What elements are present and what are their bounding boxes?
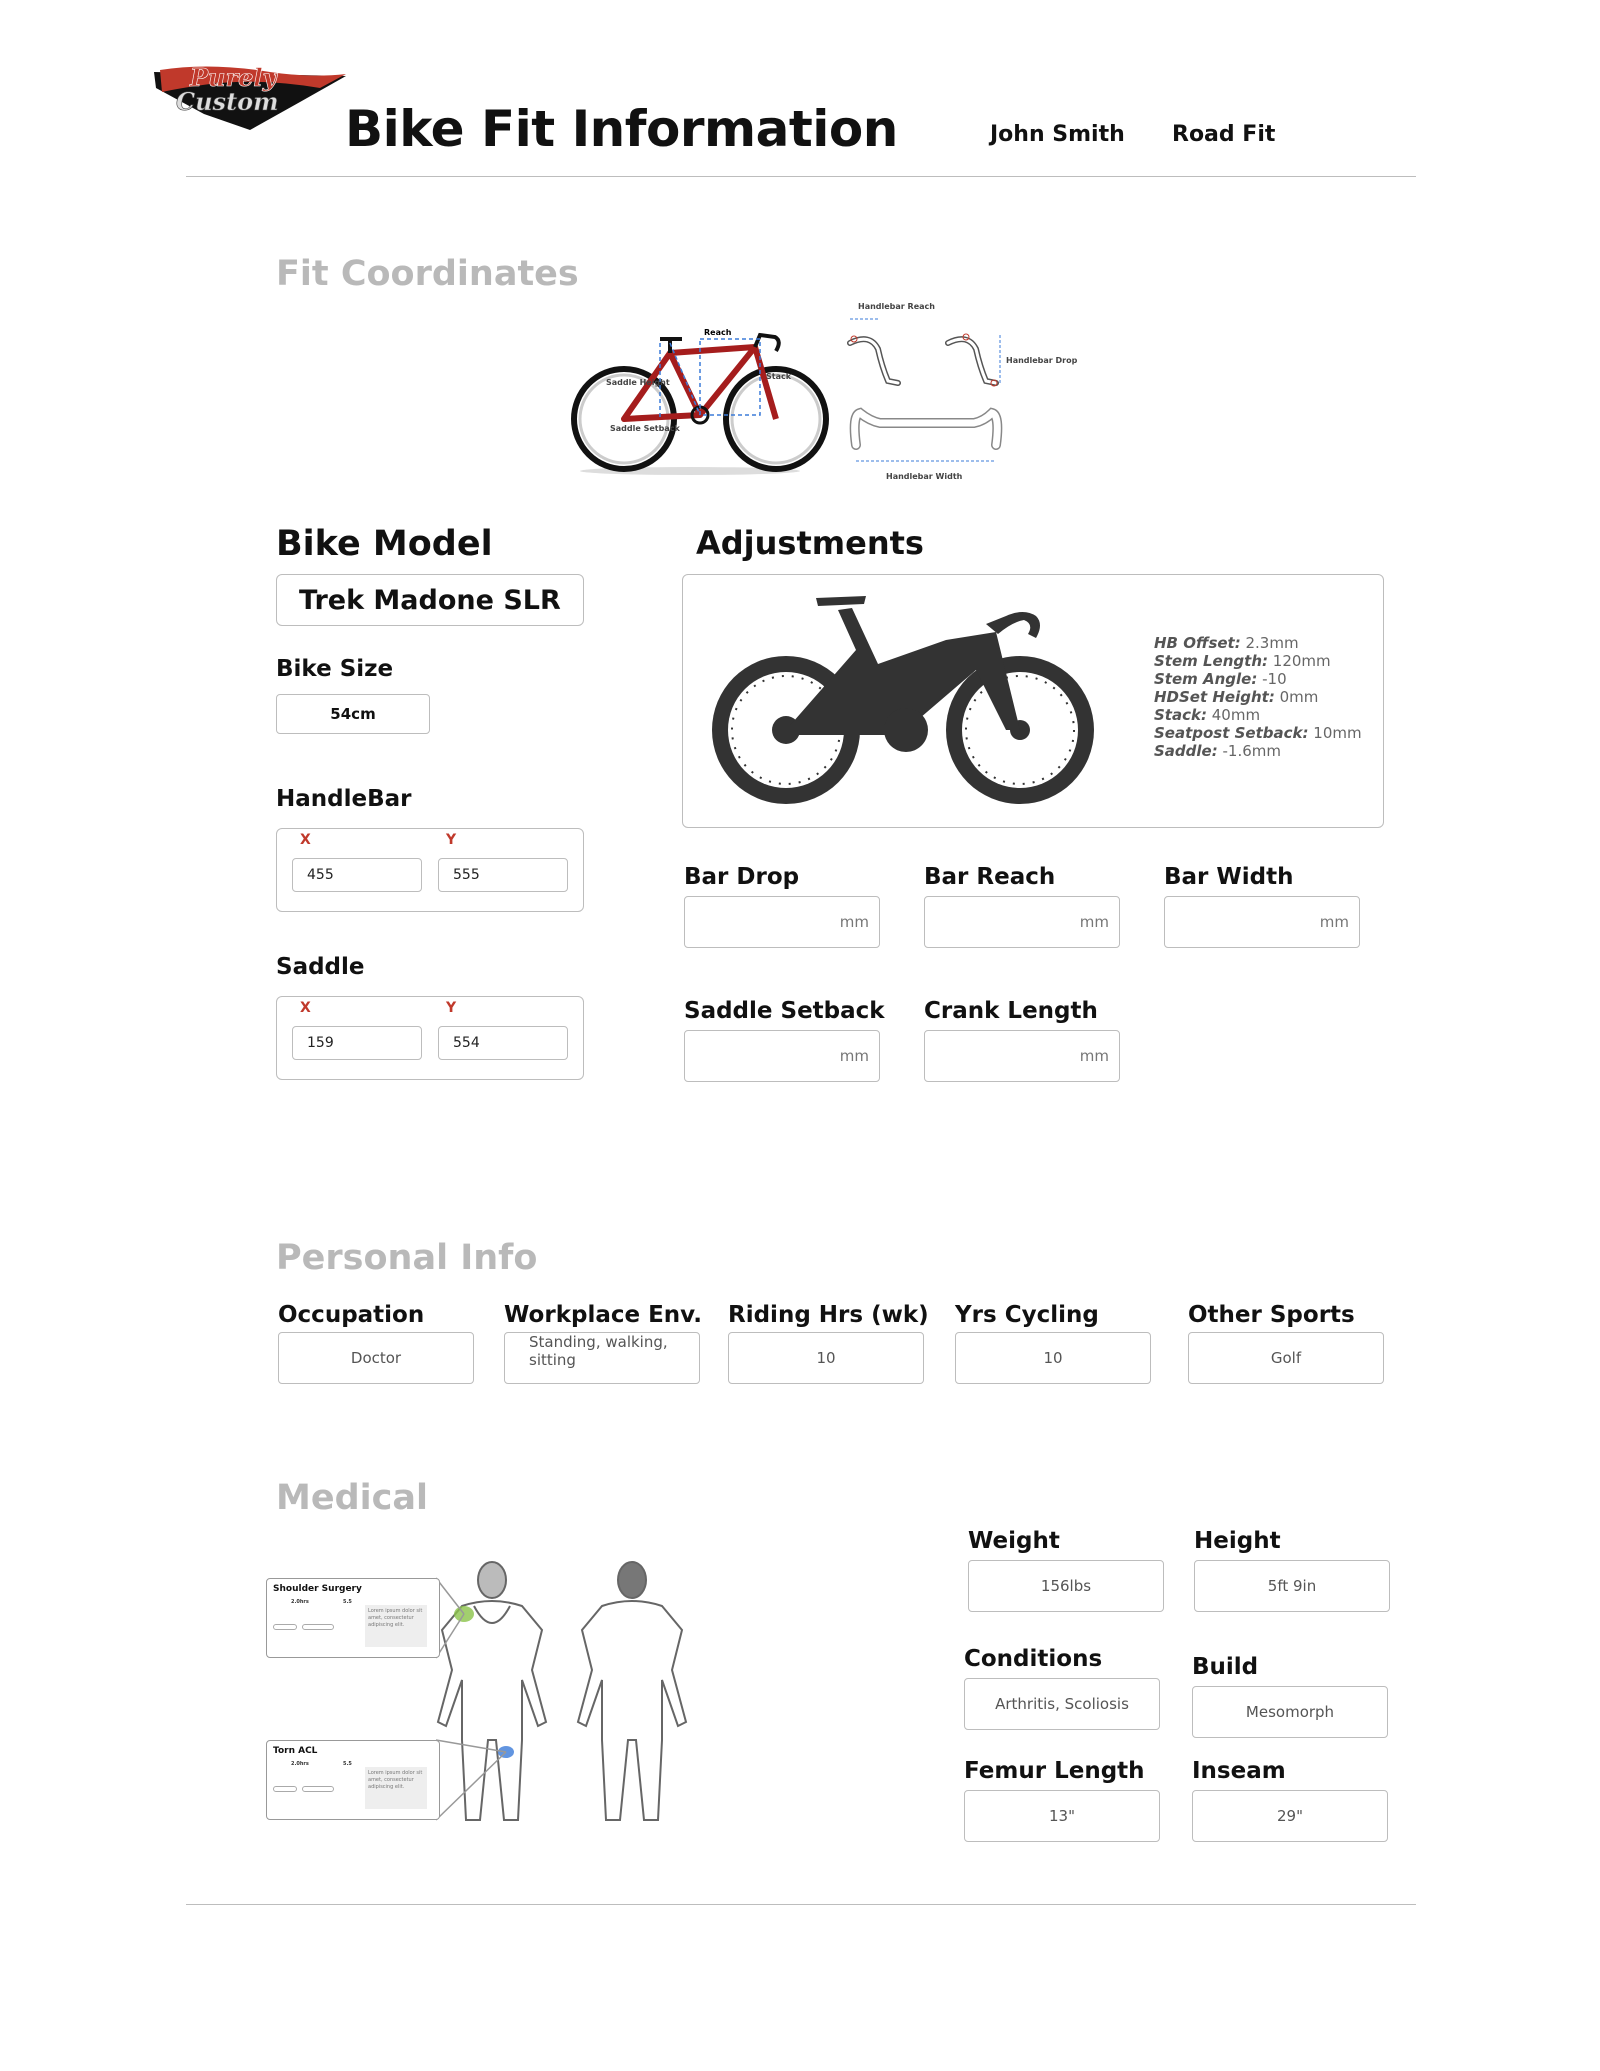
saddle-y-label: Y xyxy=(446,1000,457,1016)
bike-model-field[interactable] xyxy=(276,574,584,626)
inseam-label: Inseam xyxy=(1192,1758,1286,1784)
workplace-value-line2: sitting xyxy=(529,1351,576,1369)
workplace-label: Workplace Env. xyxy=(504,1302,703,1328)
footer-divider xyxy=(186,1904,1416,1905)
svg-text:Saddle Height: Saddle Height xyxy=(606,378,670,387)
callout-title: Torn ACL xyxy=(273,1746,318,1756)
saddle-x-input[interactable]: 159 xyxy=(292,1026,422,1060)
svg-text:Handlebar Reach: Handlebar Reach xyxy=(858,302,935,311)
bar-reach-input[interactable] xyxy=(924,896,1120,948)
bike-size-field[interactable] xyxy=(276,694,430,734)
weight-field[interactable] xyxy=(968,1560,1164,1612)
bike-size-value: 54cm xyxy=(330,705,376,723)
adjustment-stem-length: Stem Length: 120mm xyxy=(1154,652,1331,670)
crank-length-input[interactable] xyxy=(924,1030,1120,1082)
personal-info-heading: Personal Info xyxy=(276,1238,538,1278)
handlebar-x-label: X xyxy=(300,832,311,848)
bar-reach-label: Bar Reach xyxy=(924,864,1056,890)
yrs-cycling-field[interactable] xyxy=(955,1332,1151,1384)
fit-coordinates-heading: Fit Coordinates xyxy=(276,254,579,294)
height-field[interactable] xyxy=(1194,1560,1390,1612)
conditions-field[interactable] xyxy=(964,1678,1160,1730)
adjustment-saddle: Saddle: -1.6mm xyxy=(1154,742,1281,760)
saddle-x-label: X xyxy=(300,1000,311,1016)
bar-drop-label: Bar Drop xyxy=(684,864,800,890)
saddle-label: Saddle xyxy=(276,954,365,980)
handlebar-y-input[interactable]: 555 xyxy=(438,858,568,892)
fit-type: Road Fit xyxy=(1172,122,1276,147)
conditions-value: Arthritis, Scoliosis xyxy=(995,1695,1129,1713)
saddle-setback-unit: mm xyxy=(839,1047,869,1065)
handlebar-label: HandleBar xyxy=(276,786,412,812)
other-sports-field[interactable] xyxy=(1188,1332,1384,1384)
callout-notes: Lorem ipsum dolor sit amet, consectetur adipiscing elit. xyxy=(365,1767,427,1809)
handlebar-y-label: Y xyxy=(446,832,457,848)
height-value: 5ft 9in xyxy=(1267,1577,1317,1595)
occupation-value: Doctor xyxy=(350,1349,402,1367)
callout-tags xyxy=(273,1615,343,1645)
bar-drop-input[interactable] xyxy=(684,896,880,948)
bike-model-value: Trek Madone SLR xyxy=(299,584,561,616)
adjustment-seatpost-setback: Seatpost Setback: 10mm xyxy=(1154,724,1362,742)
inseam-value: 29" xyxy=(1277,1807,1303,1825)
workplace-field[interactable] xyxy=(504,1332,700,1384)
handlebar-x-input[interactable]: 455 xyxy=(292,858,422,892)
bar-width-unit: mm xyxy=(1319,913,1349,931)
saddle-y-input[interactable]: 554 xyxy=(438,1026,568,1060)
shoulder-surgery-callout[interactable] xyxy=(266,1578,440,1658)
callout-tags xyxy=(273,1777,343,1807)
callout-stat-1: 2.0hrs xyxy=(291,1599,309,1605)
weight-value: 156lbs xyxy=(1040,1577,1092,1595)
bar-width-label: Bar Width xyxy=(1164,864,1294,890)
svg-text:Reach: Reach xyxy=(704,328,732,337)
adjustment-hdset-height: HDSet Height: 0mm xyxy=(1154,688,1319,706)
build-value: Mesomorph xyxy=(1245,1703,1335,1721)
bar-drop-unit: mm xyxy=(839,913,869,931)
conditions-label: Conditions xyxy=(964,1646,1103,1672)
femur-length-value: 13" xyxy=(1049,1807,1075,1825)
callout-stat-2: 5.5 xyxy=(343,1599,352,1605)
callout-stat-1: 2.0hrs xyxy=(291,1761,309,1767)
weight-label: Weight xyxy=(968,1528,1060,1554)
build-field[interactable] xyxy=(1192,1686,1388,1738)
workplace-value-line1: Standing, walking, xyxy=(529,1333,668,1351)
svg-text:Handlebar Drop: Handlebar Drop xyxy=(1006,356,1078,365)
callout-stat-2: 5.5 xyxy=(343,1761,352,1767)
bike-size-label: Bike Size xyxy=(276,656,394,682)
svg-text:Purely: Purely xyxy=(190,63,277,92)
height-label: Height xyxy=(1194,1528,1281,1554)
crank-length-unit: mm xyxy=(1079,1047,1109,1065)
bike-silhouette-image xyxy=(706,580,1106,820)
riding-hrs-field[interactable] xyxy=(728,1332,924,1384)
other-sports-value: Golf xyxy=(1270,1349,1302,1367)
bar-reach-unit: mm xyxy=(1079,913,1109,931)
fit-diagram xyxy=(560,295,1080,485)
occupation-label: Occupation xyxy=(278,1302,425,1328)
crank-length-label: Crank Length xyxy=(924,998,1098,1024)
adjustment-stem-angle: Stem Angle: -10 xyxy=(1154,670,1287,688)
occupation-field[interactable] xyxy=(278,1332,474,1384)
riding-hrs-value: 10 xyxy=(816,1349,836,1367)
header-divider xyxy=(186,176,1416,177)
inseam-field[interactable] xyxy=(1192,1790,1388,1842)
svg-text:Handlebar Width: Handlebar Width xyxy=(886,472,963,481)
build-label: Build xyxy=(1192,1654,1259,1680)
other-sports-label: Other Sports xyxy=(1188,1302,1355,1328)
femur-length-label: Femur Length xyxy=(964,1758,1145,1784)
adjustment-stack: Stack: 40mm xyxy=(1154,706,1261,724)
riding-hrs-label: Riding Hrs (wk) xyxy=(728,1302,929,1328)
saddle-setback-input[interactable] xyxy=(684,1030,880,1082)
adjustments-list xyxy=(1154,634,1362,760)
callout-title: Shoulder Surgery xyxy=(273,1584,362,1594)
torn-acl-callout[interactable] xyxy=(266,1740,440,1820)
adjustments-label: Adjustments xyxy=(696,524,924,562)
yrs-cycling-value: 10 xyxy=(1043,1349,1063,1367)
svg-text:Stack: Stack xyxy=(766,372,792,381)
saddle-setback-label: Saddle Setback xyxy=(684,998,885,1024)
yrs-cycling-label: Yrs Cycling xyxy=(955,1302,1099,1328)
page-title: Bike Fit Information xyxy=(345,100,898,158)
svg-text:Saddle Setback: Saddle Setback xyxy=(610,424,680,433)
client-name: John Smith xyxy=(990,122,1125,147)
femur-length-field[interactable] xyxy=(964,1790,1160,1842)
svg-text:Custom: Custom xyxy=(176,87,279,116)
bar-width-input[interactable] xyxy=(1164,896,1360,948)
medical-heading: Medical xyxy=(276,1478,428,1518)
adjustment-hb-offset: HB Offset: 2.3mm xyxy=(1154,634,1299,652)
bike-model-label: Bike Model xyxy=(276,524,493,564)
callout-notes: Lorem ipsum dolor sit amet, consectetur adipiscing elit. xyxy=(365,1605,427,1647)
logo xyxy=(150,58,350,134)
